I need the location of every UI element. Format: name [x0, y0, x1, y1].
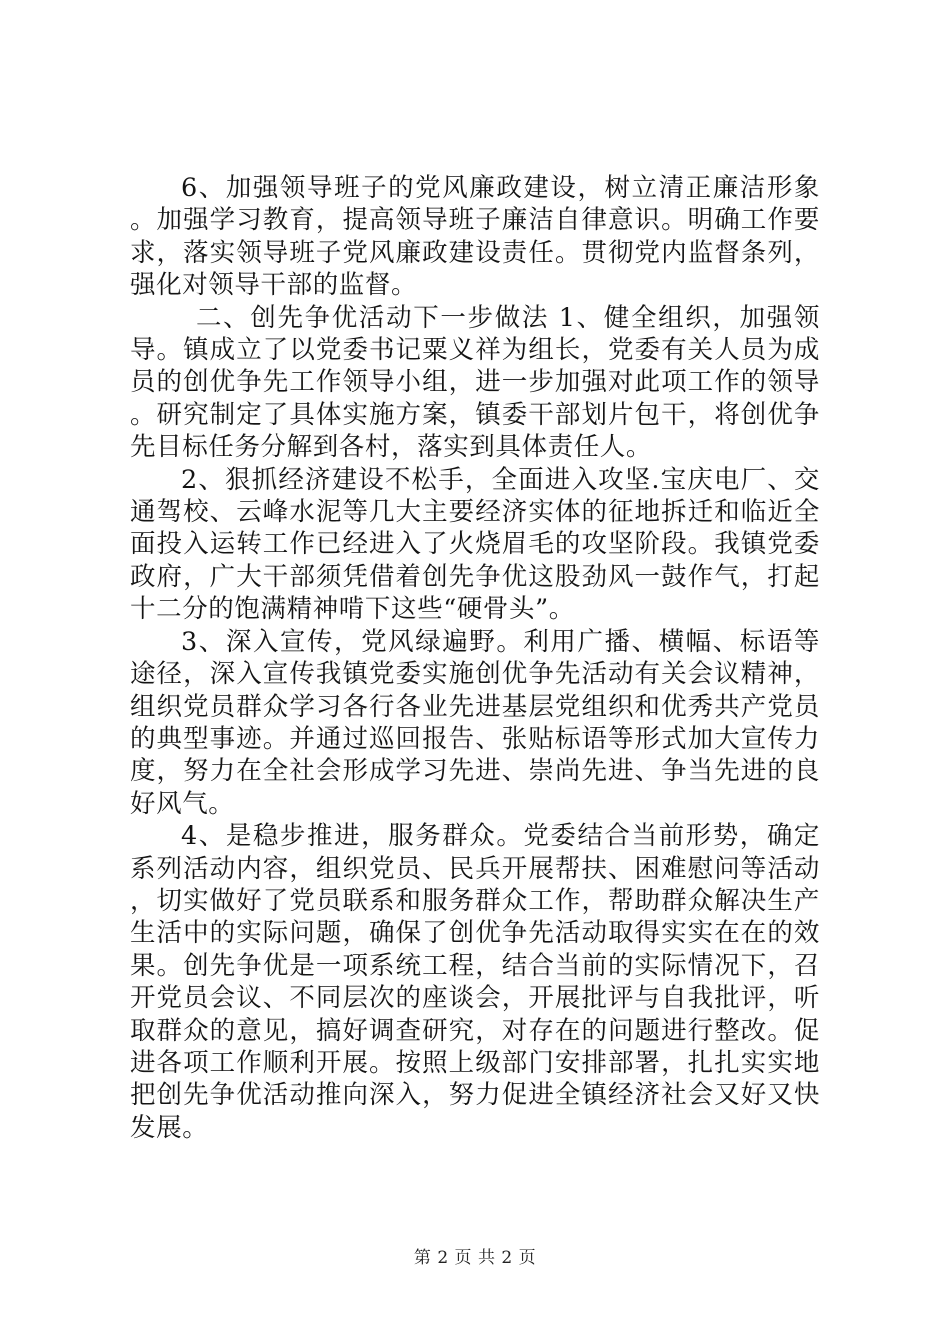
- paragraph-next-steps-organization: 二、创先争优活动下一步做法 1、健全组织，加强领导。镇成立了以党委书记粟义祥为组长，党委有关人员为成员的创优争先工作领导小组，进一步加强对此项工作的领导。研究制定了具体实施方案，镇委干部划片包干，将创优争先目标任务分解到各村，落实到具体责任人。: [130, 302, 820, 463]
- paragraph-publicity: 3、深入宣传，党风绿遍野。利用广播、横幅、标语等途径，深入宣传我镇党委实施创优争先活动有关会议精神，组织党员群众学习各行各业先进基层党组织和优秀共产党员的典型事迹。并通过巡回报告、张贴标语等形式加大宣传力度，努力在全社会形成学习先进、崇尚先进、争当先进的良好风气。: [130, 626, 820, 819]
- paragraph-serve-masses: 4、是稳步推进，服务群众。党委结合当前形势，确定系列活动内容，组织党员、民兵开展帮扶、困难慰问等活动，切实做好了党员联系和服务群众工作，帮助群众解决生产生活中的实际问题，确保了创优争先活动取得实实在在的效果。创先争优是一项系统工程，结合当前的实际情况下，召开党员会议、不同层次的座谈会，开展批评与自我批评，听取群众的意见，搞好调查研究，对存在的问题进行整改。促进各项工作顺利开展。按照上级部门安排部署，扎扎实实地把创先争优活动推向深入，努力促进全镇经济社会又好又快发展。: [130, 821, 820, 1143]
- document-body: [130, 172, 820, 1144]
- page-footer: 第 2 页 共 2 页: [413, 1248, 537, 1268]
- paragraph-economic-construction: 2、狠抓经济建设不松手，全面进入攻坚.宝庆电厂、交通驾校、云峰水泥等几大主要经济实体的征地拆迁和临近全面投入运转工作已经进入了火烧眉毛的攻坚阶段。我镇党委政府，广大干部须凭借着创先争优这股劲风一鼓作气，打起十二分的饱满精神啃下这些“硬骨头”。: [130, 464, 820, 625]
- paragraph-party-conduct: 6、加强领导班子的党风廉政建设，树立清正廉洁形象。加强学习教育，提高领导班子廉洁自律意识。明确工作要求，落实领导班子党风廉政建设责任。贯彻党内监督条列，强化对领导干部的监督。: [130, 173, 820, 301]
